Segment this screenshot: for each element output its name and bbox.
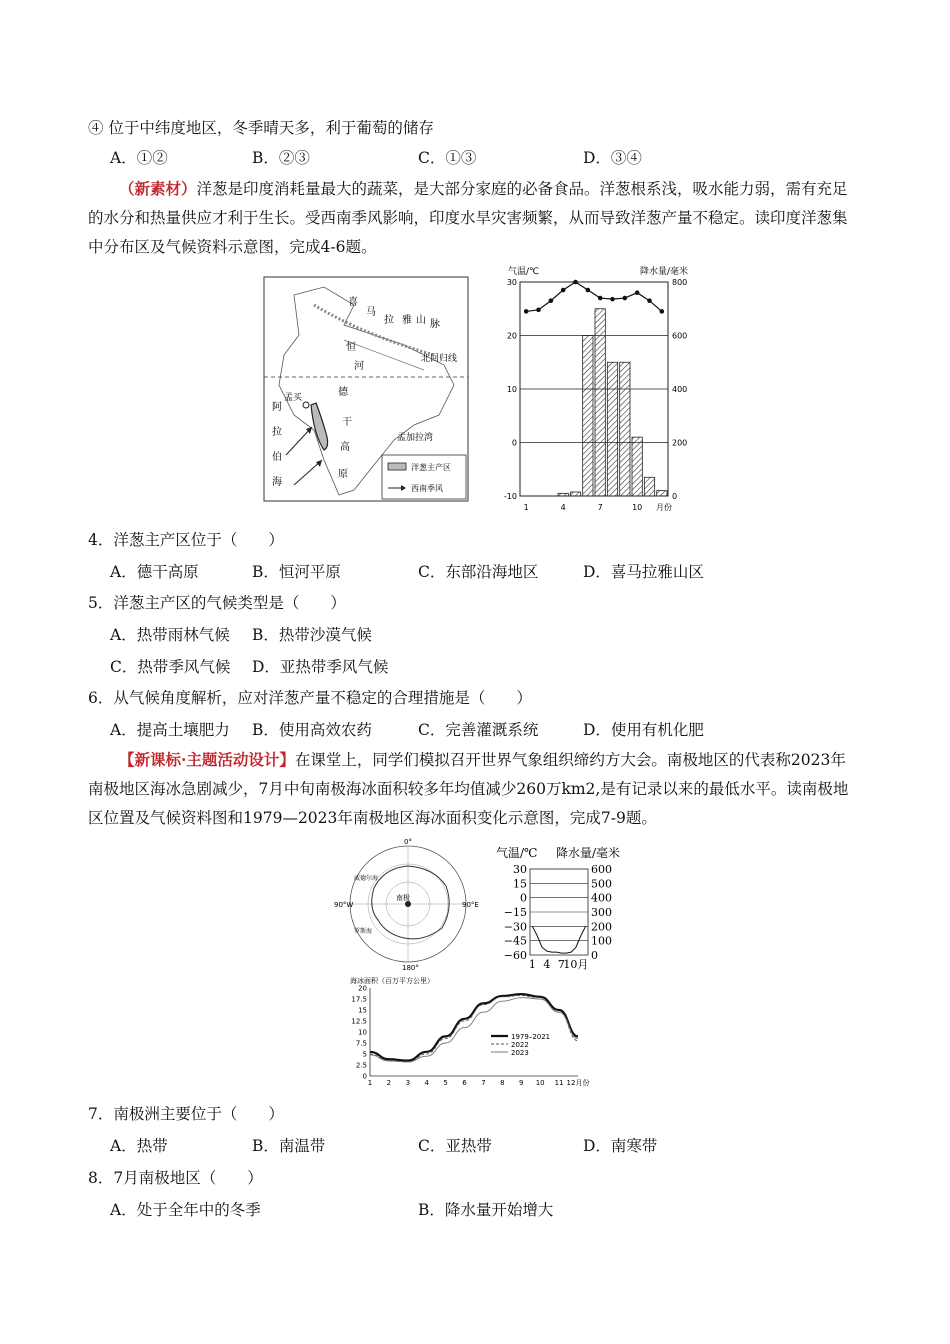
precip-bar: [620, 362, 630, 496]
x-tick: 4: [543, 958, 551, 971]
q5-stem: 5．洋葱主产区的气候类型是（ ）: [88, 594, 346, 612]
mumbai-dot: [303, 402, 309, 408]
antarctic-map: [334, 838, 482, 972]
y-right-tick: 0: [591, 949, 598, 962]
sea-ice-line-2022: [370, 995, 578, 1061]
y-right-tick: 600: [591, 863, 612, 876]
q4-stem: 4．洋葱主产区位于（ ）: [88, 531, 284, 549]
y-tick: 17.5: [351, 995, 367, 1004]
q5-option-d: D．亚热带季风气候: [252, 658, 389, 676]
y-tick: 7.5: [355, 1039, 367, 1048]
q8-option-b: B．降水量开始增大: [418, 1201, 554, 1219]
y-tick: 10: [358, 1028, 367, 1037]
y-left-tick: 0: [511, 438, 517, 448]
map-label: 脉: [430, 319, 440, 330]
y-left-tick: -10: [503, 492, 517, 501]
q4-option-c: C．东部沿海地区: [418, 563, 539, 581]
x-tick: 10: [632, 503, 643, 512]
y-right-tick: 200: [591, 920, 612, 934]
precip-bar: [607, 362, 617, 496]
x-tick: 9: [519, 1079, 524, 1087]
x-tick: 4: [424, 1079, 429, 1087]
q5-option-c: C．热带季风气候: [110, 658, 231, 676]
map-label: 喜: [348, 297, 358, 308]
q4-option-d: D．喜马拉雅山区: [583, 563, 704, 581]
temperature-point: [660, 309, 665, 314]
y-right-tick: 200: [672, 438, 688, 448]
onion-text: 洋葱是印度消耗量最大的蔬菜，是大部分家庭的必备食品。洋葱根系浅，吸水能力弱，需有充足的水分和热量供应才利于生长。受西南季风影响，印度水旱灾害频繁，从而导致洋葱产量不稳定。读印度洋葱集中分布区及气候资料示意图，完成4-6题。: [88, 180, 848, 256]
y-right-tick: 0: [672, 492, 678, 501]
q6-stem: 6．从气候角度解析，应对洋葱产量不稳定的合理措施是（ ）: [88, 689, 532, 707]
q5-option-b: B．热带沙漠气候: [252, 626, 372, 644]
antarctic-climate-chart: [496, 843, 626, 971]
x-tick: 10: [535, 1079, 545, 1087]
y-tick: 12.5: [351, 1017, 367, 1026]
legend-monsoon-label: 西南季风: [411, 484, 443, 493]
x-tick: 7: [481, 1079, 486, 1087]
ylabel-left: 气温/℃: [496, 846, 538, 860]
temperature-point: [536, 308, 541, 313]
india-map: [254, 265, 478, 513]
y-right-tick: 400: [591, 891, 612, 905]
y-left-tick: 30: [513, 863, 527, 876]
temperature-point: [623, 296, 628, 301]
y-right-tick: 800: [672, 278, 688, 287]
q6-option-c: C．完善灌溉系统: [418, 721, 539, 739]
q7-option-d: D．南寒带: [583, 1137, 658, 1155]
map-label: 恒: [346, 342, 356, 353]
temperature-point: [586, 288, 591, 293]
q8-option-a: A．处于全年中的冬季: [110, 1201, 261, 1219]
map-label: 拉: [384, 315, 394, 326]
temperature-point: [598, 296, 603, 301]
ylabel-right: 降水量/毫米: [640, 267, 689, 277]
map-label: 180°: [402, 964, 419, 972]
x-tick: 1: [367, 1079, 373, 1087]
q7-option-a: A．热带: [110, 1137, 168, 1155]
x-tick: 1: [523, 503, 529, 512]
y-left-tick: 20: [506, 331, 517, 341]
y-left-tick: −45: [503, 934, 527, 948]
sea-ice-line-2023: [370, 998, 578, 1062]
map-label: 南极: [396, 894, 410, 902]
map-label: 伯: [272, 452, 282, 463]
y-right-tick: 300: [591, 906, 612, 919]
y-tick: 2.5: [355, 1061, 367, 1070]
q3-item-4: ④ 位于中纬度地区，冬季晴天多，利于葡萄的储存: [88, 119, 434, 137]
sea-ice-chart: [348, 972, 598, 1088]
y-right-tick: 600: [672, 331, 688, 341]
temperature-point: [610, 297, 615, 302]
temperature-line: [526, 282, 662, 311]
precip-bar: [595, 309, 605, 496]
q6-option-a: A．提高土壤肥力: [110, 721, 230, 739]
precip-bar: [644, 477, 654, 496]
map-label: 德: [338, 387, 348, 398]
temperature-point: [524, 309, 529, 314]
q7-option-c: C．亚热带: [418, 1137, 492, 1155]
q7-stem: 7．南极洲主要位于（ ）: [88, 1105, 284, 1123]
antarctic-text: 在课堂上，同学们模拟召开世界气象组织缔约方大会。南极地区的代表称2023年南极地区海冰急剧减少，7月中旬南极海冰面积较多年均值减少260万km2,是有记录以来的最低水平。读南极地区位置及气候资料图和1979—2023年南极地区海冰面积变化示意图，完成7-9题。: [88, 751, 849, 827]
q4-option-b: B．恒河平原: [252, 563, 341, 581]
y-right-tick: 500: [591, 877, 612, 891]
q3-option-d: D．③④: [583, 149, 642, 167]
map-label: 原: [338, 469, 348, 480]
q7-option-b: B．南温带: [252, 1137, 326, 1155]
q6-option-d: D．使用有机化肥: [583, 721, 704, 739]
legend-label: 2023: [511, 1049, 529, 1057]
chart-title: 海冰面积（百万平方公里）: [350, 977, 434, 985]
map-label: 威德尔海: [354, 875, 379, 882]
y-tick: 20: [358, 984, 367, 993]
india-climate-chart: [492, 262, 704, 514]
q3-option-b: B．②③: [252, 149, 310, 167]
map-label: 拉: [272, 427, 282, 438]
map-label: 干: [342, 417, 352, 428]
antarctic-passage: [88, 745, 858, 833]
onion-passage: [88, 174, 858, 262]
ylabel-left: 气温/℃: [508, 267, 540, 277]
map-label: 河: [354, 361, 364, 372]
map-label: 雅: [402, 315, 412, 326]
precip-bar: [657, 491, 667, 496]
precip-bar: [583, 336, 593, 497]
legend-label: 2022: [511, 1041, 529, 1049]
x-tick: 12月份: [566, 1079, 590, 1087]
precip-bar: [558, 493, 568, 496]
temperature-line: [532, 926, 585, 953]
x-tick: 1: [528, 958, 536, 971]
map-label: 90°E: [462, 901, 479, 909]
map-label: 阿: [272, 402, 282, 413]
antarctic-tag: 【新课标·主题活动设计】: [119, 750, 295, 769]
map-label: 孟买: [284, 393, 303, 403]
q3-option-a: A．①②: [110, 149, 168, 167]
temperature-point: [549, 298, 554, 303]
map-label: 罗斯海: [354, 928, 373, 935]
y-right-tick: 400: [672, 385, 688, 394]
y-left-tick: 0: [520, 891, 527, 905]
q8-stem: 8．7月南极地区（ ）: [88, 1169, 263, 1187]
y-left-tick: 10: [506, 385, 517, 394]
q6-option-b: B．使用高效农药: [252, 721, 372, 739]
sea-ice-line-1979–2021: [370, 994, 578, 1060]
map-label: 海: [272, 477, 282, 488]
x-tick: 2: [386, 1079, 392, 1087]
x-tick: 3: [405, 1079, 411, 1087]
map-label: 90°W: [334, 901, 354, 909]
map-label: 北回归线: [421, 354, 458, 364]
y-left-tick: 15: [513, 877, 527, 891]
y-right-tick: 100: [591, 934, 612, 948]
x-tick: 7: [597, 503, 603, 512]
y-tick: 0: [362, 1072, 367, 1081]
q4-option-a: A．德干高原: [110, 563, 199, 581]
temperature-point: [561, 288, 566, 293]
onion-tag: （新素材）: [119, 179, 197, 198]
map-label: 高: [340, 442, 350, 453]
legend-onion-swatch: [388, 463, 406, 470]
x-tick: 5: [443, 1079, 448, 1087]
temperature-point: [647, 298, 652, 303]
x-tick: 6: [462, 1079, 467, 1087]
x-tick: 7: [557, 958, 565, 971]
y-left-tick: −30: [503, 920, 527, 934]
x-tick: 月份: [656, 503, 672, 512]
temperature-point: [573, 280, 578, 285]
y-tick: 5: [362, 1050, 367, 1059]
legend-label: 1979–2021: [511, 1033, 551, 1041]
y-left-tick: 30: [506, 278, 517, 287]
y-tick: 15: [358, 1006, 367, 1015]
precip-bar: [570, 492, 580, 496]
map-label: 马: [366, 307, 376, 318]
precip-bar: [632, 437, 642, 496]
legend-onion-label: 洋葱主产区: [411, 463, 451, 472]
map-label: 孟加拉湾: [397, 433, 434, 443]
y-left-tick: −60: [503, 949, 527, 962]
map-label: 0°: [404, 838, 412, 846]
temperature-point: [635, 290, 640, 295]
x-tick: 10月: [563, 958, 589, 971]
x-tick: 4: [560, 503, 566, 512]
q3-option-c: C．①③: [418, 149, 477, 167]
map-label: 山: [416, 315, 426, 326]
q5-option-a: A．热带雨林气候: [110, 626, 230, 644]
x-tick: 11: [554, 1079, 564, 1087]
x-tick: 8: [500, 1079, 505, 1087]
y-left-tick: −15: [503, 906, 527, 919]
ylabel-right: 降水量/毫米: [556, 846, 621, 860]
